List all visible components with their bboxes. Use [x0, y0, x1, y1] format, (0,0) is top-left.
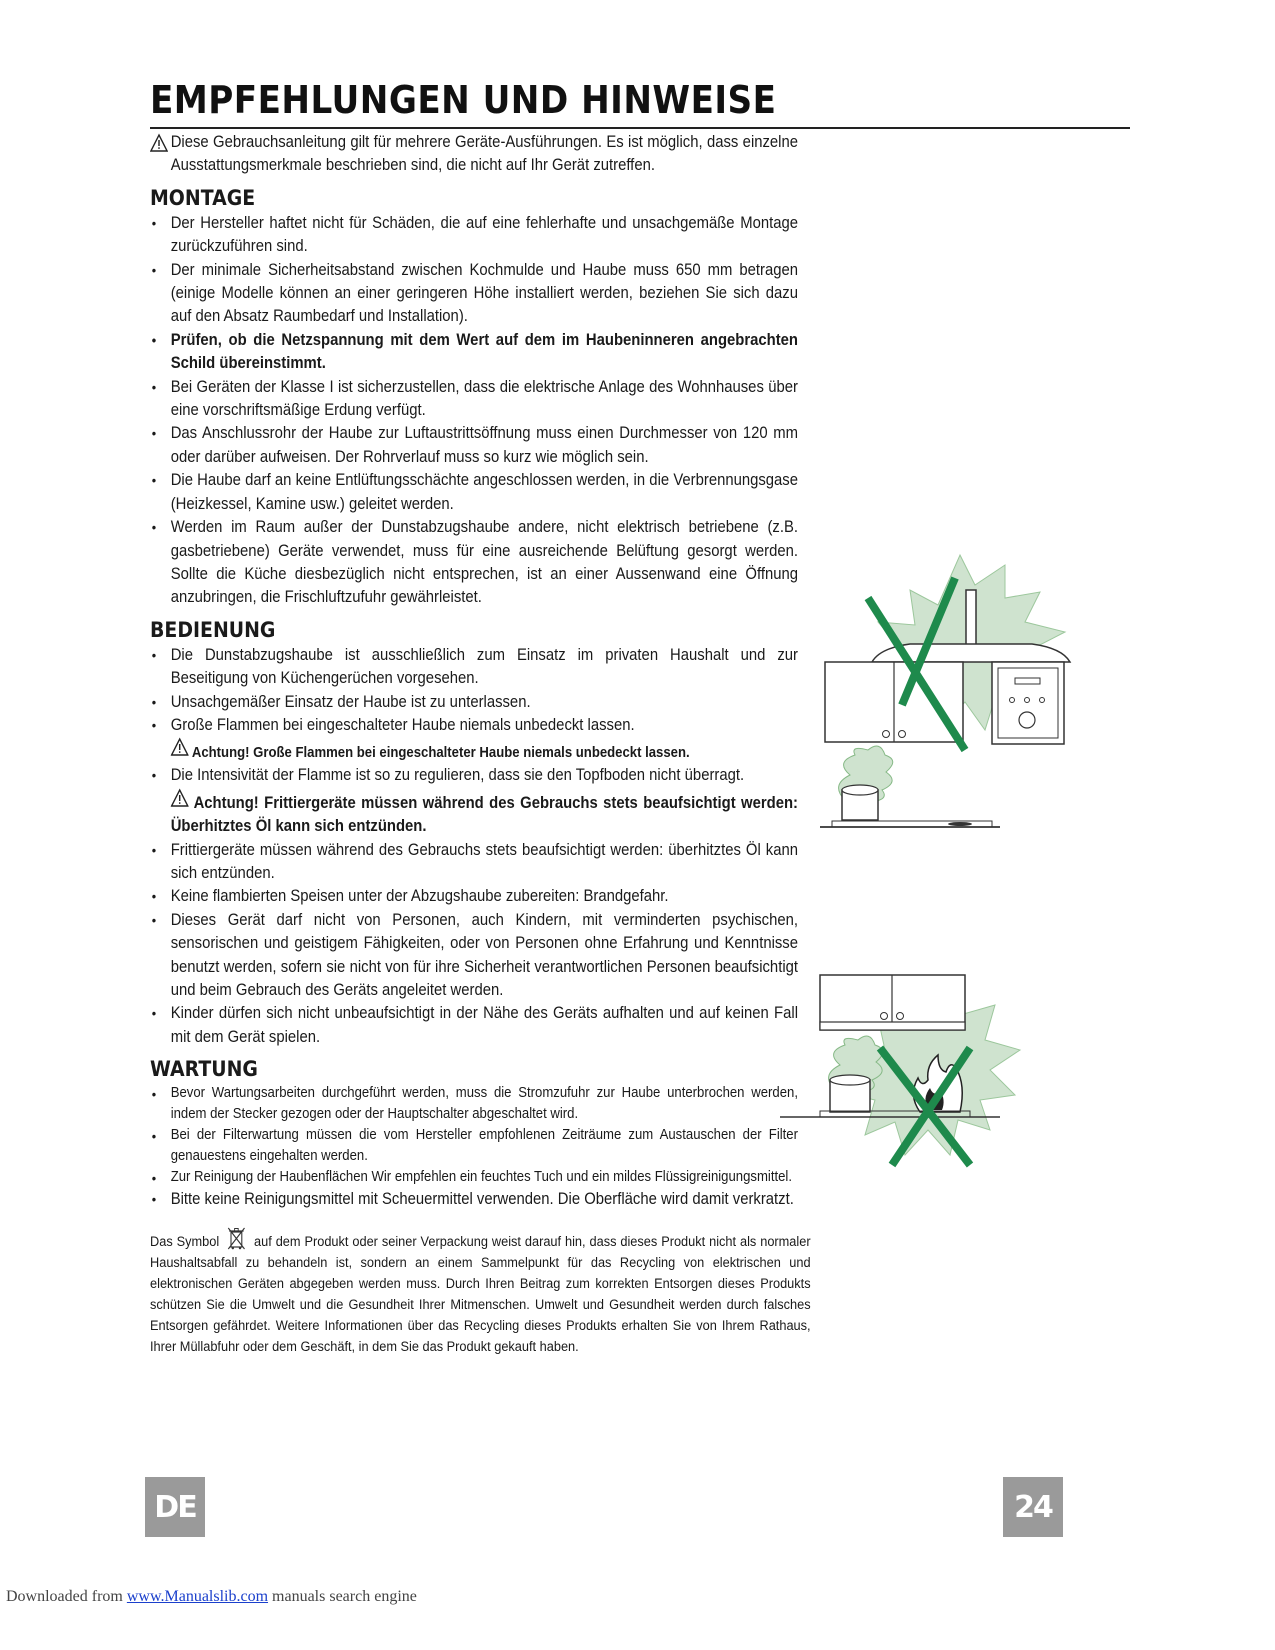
- list-item: • Frittiergeräte müssen während des Gebrauchs stets beaufsichtigt werden: überhitztes Öl kann sich entzünden.: [151, 840, 798, 882]
- list-item: • Bitte keine Reinigungsmittel mit Scheuermittel verwenden. Die Oberfläche wird damit verkratzt.: [150, 1188, 798, 1211]
- bullet: •: [151, 646, 157, 663]
- bullet: •: [151, 378, 157, 395]
- illustration-flame-warning: [780, 960, 1040, 1190]
- list-item: • Bei Geräten der Klasse I ist sicherzustellen, dass die elektrische Anlage des Wohnhauses über eine vorschriftsmäßige Erdung verfügt.: [151, 377, 798, 420]
- section-heading-bedienung: BEDIENUNG: [150, 617, 276, 642]
- list-item: • Der minimale Sicherheitsabstand zwischen Kochmulde und Haube muss 650 mm betragen (einige Modelle können an einer geringeren Höhe installiert werden, beziehen Sie sich dazu auf den Absatz Raumbedarf und Installation).: [151, 260, 798, 326]
- illustration-hood-installation: [820, 550, 1080, 850]
- list-item: • Die Dunstabzugshaube ist ausschließlich zum Einsatz im privaten Haushalt und zur Beseitigung von Küchengerüchen vorgesehen.: [151, 645, 798, 688]
- bullet: •: [151, 214, 157, 231]
- list-item: • Keine flambierten Speisen unter der Abzugshaube zubereiten: Brandgefahr.: [150, 885, 798, 908]
- bullet: •: [151, 911, 157, 928]
- list-item: • Das Anschlussrohr der Haube zur Luftaustrittsöffnung muss einen Durchmesser von 120 mm oder darüber aufweisen. Der Rohrverlauf muss so kurz wie möglich sein.: [151, 424, 798, 466]
- title-rule: [150, 127, 1130, 129]
- list-item: • Bei der Filterwartung müssen die vom Hersteller empfohlenen Zeiträume zum Austauschen der Filter genauestens eingehalten werden.: [151, 1127, 798, 1165]
- warning-triangle-icon: [171, 788, 189, 808]
- bullet: •: [151, 472, 157, 489]
- manualslib-link[interactable]: www.Manualslib.com: [126, 1588, 269, 1605]
- disposal-notice: Das Symbol auf dem Produkt oder seiner Verpackung weist darauf hin, dass dieses Produkt nicht als normaler Haushaltsabfall zu behandeln ist, sondern an einem Sammelpunkt für das Recycling von elektrischen und elektronischen Geräten abgegeben werden muss. Durch Ihren Beitrag zum korrekten Entsorgen dieses Produkts schützen Sie die Umwelt und die Gesundheit Ihrer Mitmenschen. Umwelt und Gesundheit werden durch falsches Entsorgen gefährdet. Weitere Informationen über das Recycling dieses Produkts erhalten Sie von Ihrem Rathaus, Ihrer Müllabfuhr oder dem Geschäft, in dem Sie das Produkt gekauft haben.: [150, 1226, 811, 1358]
- warning-note: Achtung! Frittiergeräte müssen während des Gebrauchs stets beaufsichtigt werden: Überhitztes Öl kann sich entzünden.: [150, 788, 798, 839]
- crossed-bin-icon: [227, 1226, 247, 1250]
- language-tab: DE: [145, 1477, 205, 1537]
- bullet: •: [151, 1005, 157, 1022]
- intro-note: [150, 131, 798, 178]
- list-item: • Zur Reinigung der Haubenflächen Wir empfehlen ein feuchtes Tuch und ein mildes Flüssigreinigungsmittel.: [150, 1167, 798, 1188]
- bullet: •: [151, 425, 157, 442]
- download-footer: Downloaded from www.Manualslib.com manuals search engine: [6, 1588, 417, 1605]
- warning-triangle-icon: [171, 737, 189, 757]
- bullet: •: [151, 716, 157, 733]
- page-title: EMPFEHLUNGEN UND HINWEISE: [150, 78, 777, 122]
- list-item: • Der Hersteller haftet nicht für Schäden, die auf eine fehlerhafte und unsachgemäße Montage zurückzuführen sind.: [151, 213, 798, 256]
- bullet: •: [151, 693, 157, 710]
- main-content: [150, 131, 810, 1358]
- warning-note: Achtung! Große Flammen bei eingeschalteter Haube niemals unbedeckt lassen.: [150, 737, 798, 764]
- list-item: • Große Flammen bei eingeschalteter Haube niemals unbedeckt lassen.: [150, 714, 798, 737]
- warning-triangle-icon: [150, 133, 168, 153]
- list-item: • Dieses Gerät darf nicht von Personen, auch Kindern, mit verminderten psychischen, sensorischen und geistigem Fähigkeiten, oder von Personen ohne Erfahrung und Kenntnisse benutzt werden, sofern sie nicht von für ihre Sicherheit verantwortlichen Personen beaufsichtigt und beim Gebrauch des Geräts angeleitet werden.: [151, 910, 798, 999]
- bullet: •: [151, 1170, 157, 1187]
- list-item: • Werden im Raum außer der Dunstabzugshaube andere, nicht elektrisch betriebene (z.B. gasbetriebene) Geräte verwendet, muss für eine ausreichende Belüftung gesorgt werden. Sollte die Küche diesbezüglich nicht entsprechen, ist an einer Aussenwand eine Öffnung anzubringen, die Frischluftzufuhr gewährleistet.: [151, 518, 798, 607]
- list-item: • Die Intensivität der Flamme ist so zu regulieren, dass sie den Topfboden nicht überragt.: [150, 764, 798, 787]
- bullet: •: [151, 841, 157, 858]
- list-item: • Die Haube darf an keine Entlüftungsschächte angeschlossen werden, in die Verbrennungsgase (Heizkessel, Kamine usw.) geleitet werden.: [151, 471, 798, 513]
- bullet: •: [151, 1128, 157, 1145]
- intro-text: Diese Gebrauchsanleitung gilt für mehrere Geräte-Ausführungen. Es ist möglich, dass einzelne Ausstattungsmerkmale beschrieben sind, die nicht auf Ihr Gerät zutreffen.: [170, 133, 798, 175]
- bullet: •: [151, 1191, 157, 1208]
- section-heading-wartung: WARTUNG: [150, 1057, 258, 1082]
- list-item: • Bevor Wartungsarbeiten durchgeführt werden, muss die Stromzufuhr zur Haube unterbrochen werden, indem der Stecker gezogen oder der Hauptschalter abgeschaltet wird.: [151, 1085, 798, 1123]
- list-item: • Kinder dürfen sich nicht unbeaufsichtigt in der Nähe des Geräts aufhalten und auf keinen Fall mit dem Gerät spielen.: [151, 1004, 798, 1046]
- bullet: •: [151, 331, 157, 348]
- list-item: • Prüfen, ob die Netzspannung mit dem Wert auf dem im Haubeninneren angebrachten Schild übereinstimmt.: [151, 330, 798, 373]
- bullet: •: [151, 767, 157, 784]
- page-number: 24: [1003, 1477, 1063, 1537]
- section-heading-montage: MONTAGE: [150, 185, 256, 210]
- bullet: •: [151, 1086, 157, 1103]
- bullet: •: [151, 519, 157, 536]
- list-item: • Unsachgemäßer Einsatz der Haube ist zu unterlassen.: [150, 691, 798, 714]
- bullet: •: [151, 261, 157, 278]
- bullet: •: [151, 888, 157, 905]
